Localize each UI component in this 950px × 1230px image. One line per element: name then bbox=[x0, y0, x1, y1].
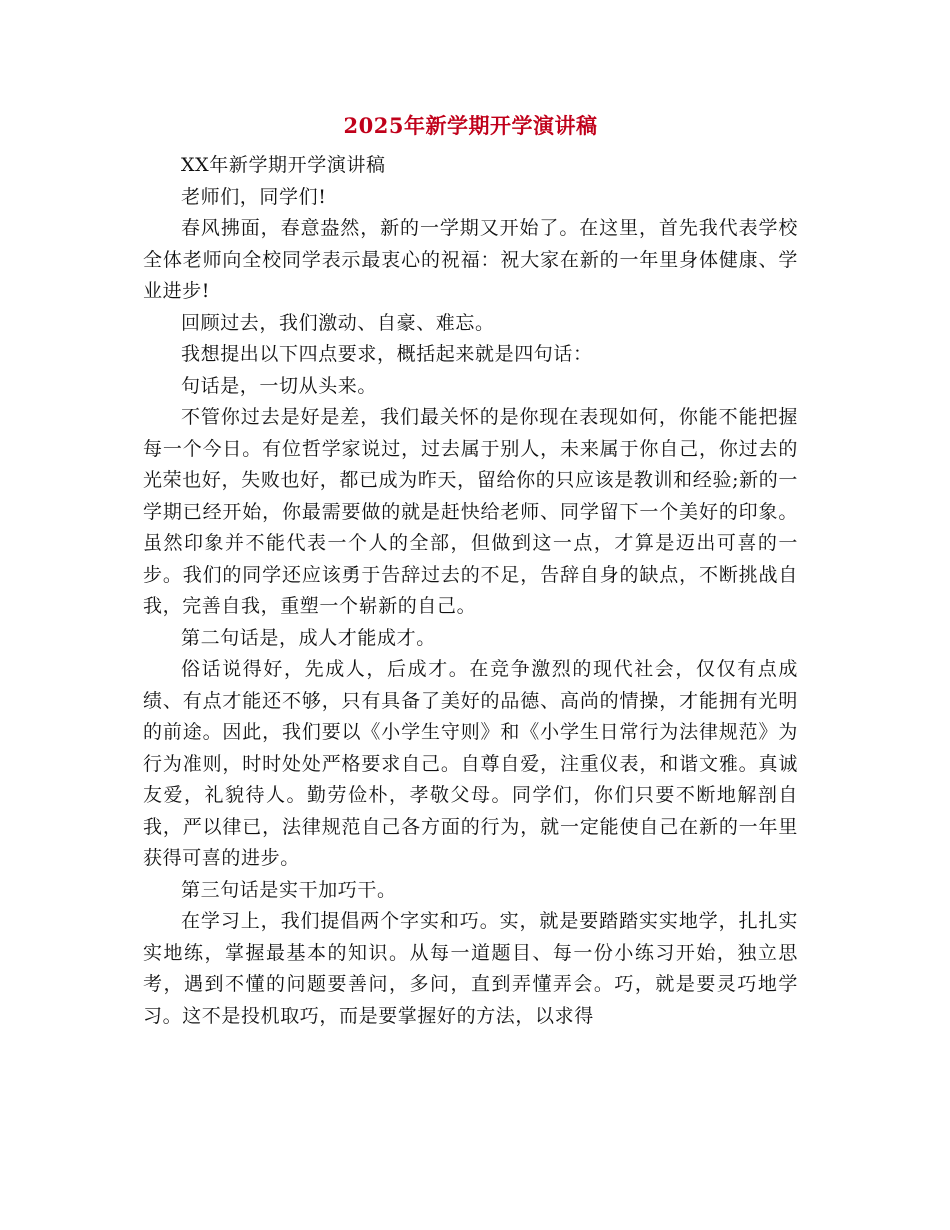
paragraph-heading: XX年新学期开学演讲稿 bbox=[181, 154, 386, 176]
paragraph-review: 回顾过去，我们激动、自豪、难忘。 bbox=[181, 311, 495, 334]
document-page bbox=[143, 108, 798, 1032]
paragraph-point-one-heading: 句话是，一切从头来。 bbox=[181, 374, 378, 397]
paragraph-greeting: 老师们，同学们! bbox=[181, 185, 327, 208]
paragraph-requirements-intro: 我想提出以下四点要求，概括起来就是四句话： bbox=[181, 343, 593, 365]
document-title: 2025年新学期开学演讲稿 bbox=[343, 113, 598, 138]
paragraph-point-two-body: 俗话说得好，先成人，后成才。在竞争激烈的现代社会，仅仅有点成绩、有点才能还不够，只有具备了美好的品德、高尚的情操，才能拥有光明的前途。因此，我们要以《小学生守则》和《小学生日常行为法律规范》为行为准则，时时处处严格要求自己。自尊自爱，注重仪表，和谐文雅。真诚友爱，礼貌待人。勤劳俭朴，孝敬父母。同学们，你们只要不断地解剖自我，严以律已，法律规范自己各方面的行为，就一定能使自己在新的一年里获得可喜的进步。 bbox=[143, 658, 798, 869]
paragraph-point-three-body: 在学习上，我们提倡两个字实和巧。实，就是要踏踏实实地学，扎扎实实地练，掌握最基本的知识。从每一道题目、每一份小练习开始，独立思考，遇到不懂的问题要善问，多问，直到弄懂弄会。巧，就是要灵巧地学习。这不是投机取巧，而是要掌握好的方法，以求得 bbox=[143, 910, 798, 1027]
paragraph-point-three-heading: 第三句话是实干加巧干。 bbox=[181, 878, 397, 901]
paragraph-point-one-body: 不管你过去是好是差，我们最关怀的是你现在表现如何，你能不能把握每一个今日。有位哲学家说过，过去属于别人，未来属于你自己，你过去的光荣也好，失败也好，都已成为昨天，留给你的只应该是教训和经验;新的一学期已经开始，你最需要做的就是赶快给老师、同学留下一个美好的印象。虽然印象并不能代表一个人的全部，但做到这一点，才算是迈出可喜的一步。我们的同学还应该勇于告辞过去的不足，告辞自身的缺点，不断挑战自我，完善自我，重塑一个崭新的自己。 bbox=[143, 406, 798, 617]
paragraph-point-two-heading: 第二句话是，成人才能成才。 bbox=[181, 626, 436, 649]
paragraph-opening: 春风拂面，春意盎然，新的一学期又开始了。在这里，首先我代表学校全体老师向全校同学表示最衷心的祝福：祝大家在新的一年里身体健康、学业进步! bbox=[143, 217, 798, 302]
